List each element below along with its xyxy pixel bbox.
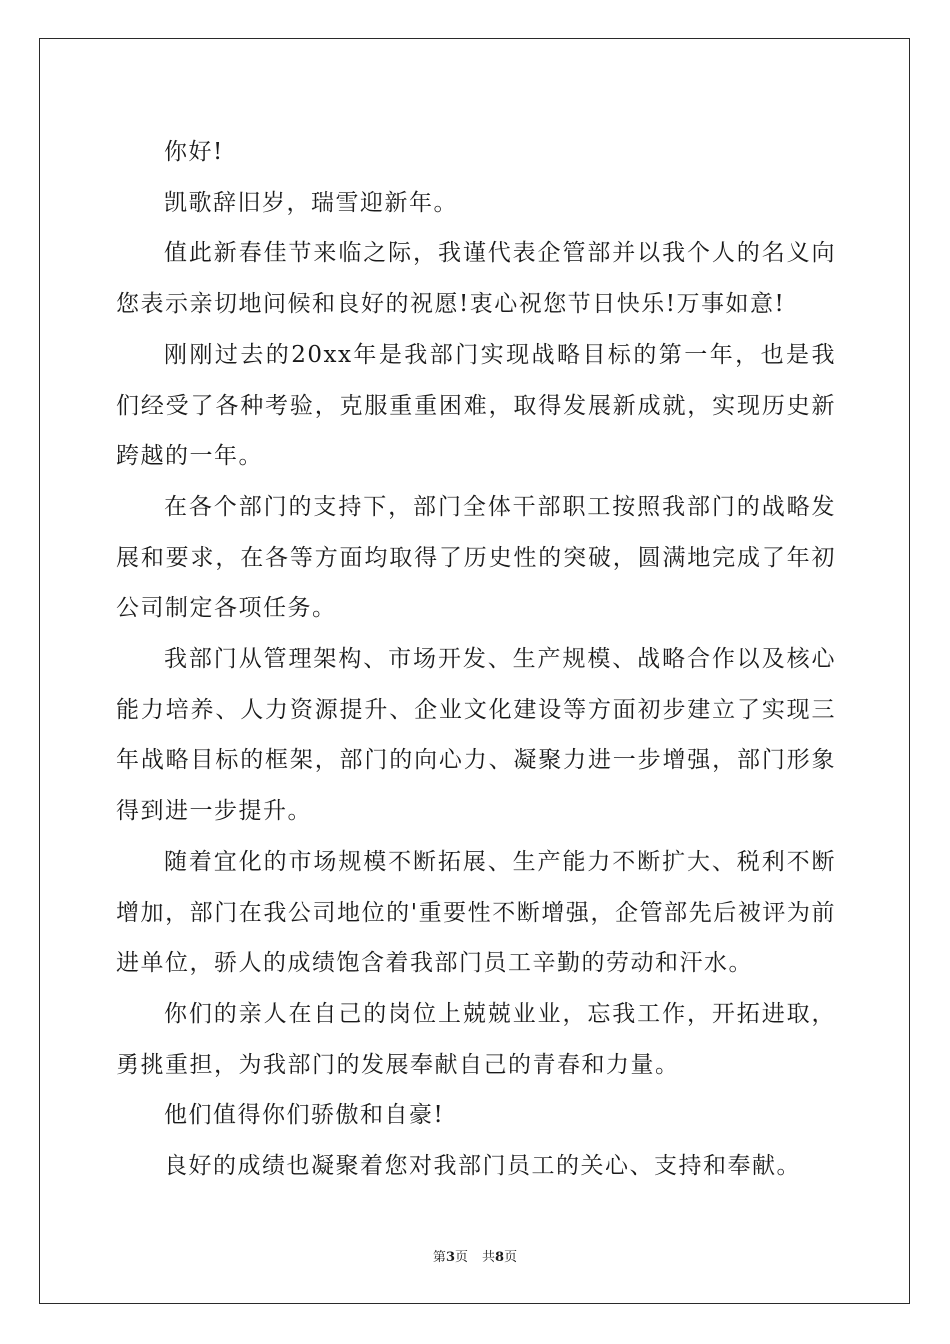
paragraph-thanks: 良好的成绩也凝聚着您对我部门员工的关心、支持和奉献。	[164, 1153, 801, 1180]
paragraph-framework: 我部门从管理架构、市场开发、生产规模、战略合作以及核心能力培养、人力资源提升、企业文化建设等方面初步建立了实现三年战略目标的框架，部门的向心力、凝聚力进一步增强，部门形象得到进一步提升。	[116, 646, 836, 825]
paragraph-pride: 他们值得你们骄傲和自豪!	[164, 1102, 445, 1129]
paragraph-families: 你们的亲人在自己的岗位上兢兢业业，忘我工作，开拓进取，勇挑重担，为我部门的发展奉献自己的青春和力量。	[116, 1000, 836, 1078]
paragraph-support: 在各个部门的支持下，部门全体干部职工按照我部门的战略发展和要求，在各等方面均取得了历史性的突破，圆满地完成了年初公司制定各项任务。	[116, 493, 836, 622]
paragraph-past-year: 刚刚过去的20xx年是我部门实现战略目标的第一年，也是我们经受了各种考验，克服重重困难，取得发展新成就，实现历史新跨越的一年。	[116, 341, 836, 470]
page-suffix: 页	[454, 1250, 468, 1265]
total-pages: 8	[495, 1250, 505, 1265]
page-prefix: 第	[432, 1250, 446, 1265]
document-body	[116, 127, 836, 1192]
paragraph-greeting: 你好!	[164, 139, 224, 165]
paragraph-new-year: 凯歌辞旧岁，瑞雪迎新年。	[164, 189, 458, 216]
paragraph-wishes: 值此新春佳节来临之际，我谨代表企管部并以我个人的名义向您表示亲切地问候和良好的祝愿!衷心祝您节日快乐!万事如意!	[116, 240, 836, 318]
total-suffix: 页	[504, 1250, 518, 1265]
page-footer	[0, 1246, 950, 1265]
paragraph-growth: 随着宜化的市场规模不断拓展、生产能力不断扩大、税利不断增加，部门在我公司地位的'重要性不断增强，企管部先后被评为前进单位，骄人的成绩饱含着我部门员工辛勤的劳动和汗水。	[116, 848, 836, 977]
total-prefix: 共	[482, 1250, 496, 1265]
page-number: 3	[445, 1250, 455, 1265]
